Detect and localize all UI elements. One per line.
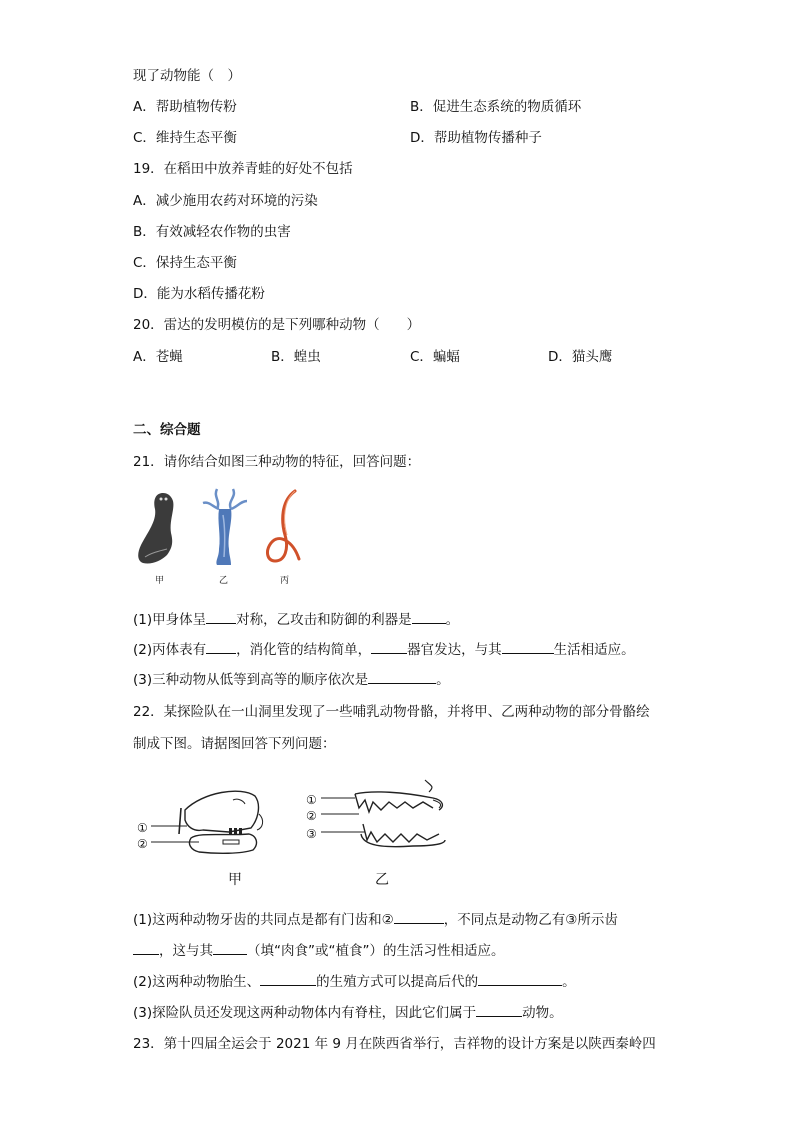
q21-part1	[133, 609, 459, 630]
answer-blank[interactable]	[412, 609, 446, 624]
answer-blank[interactable]	[371, 639, 407, 654]
q22-part3	[133, 1002, 563, 1023]
q21-part3	[133, 669, 450, 690]
fig-label-yi: 乙	[219, 576, 229, 586]
answer-blank[interactable]	[394, 909, 444, 924]
answer-blank[interactable]	[476, 1002, 522, 1017]
q22-p2-text-b: 的生殖方式可以提高后代的	[316, 974, 479, 990]
answer-blank[interactable]	[206, 639, 236, 654]
q18-option-d: D．帮助植物传播种子	[410, 130, 542, 146]
q21-p2-text-c: 器官发达，与其	[407, 642, 502, 658]
fig-b-mark-2: ②	[306, 809, 317, 823]
answer-blank[interactable]	[206, 609, 236, 624]
q22-p3-text-a: (3)探险队员还发现这两种动物体内有脊柱，因此它们属于	[133, 1005, 477, 1021]
answer-blank[interactable]	[502, 639, 554, 654]
q22-p2-text-a: (2)这两种动物胎生、	[133, 974, 261, 990]
q18-option-b: B．促进生态系统的物质循环	[410, 99, 582, 115]
q21-animals-figure	[133, 487, 313, 587]
q21-stem: 21．请你结合如图三种动物的特征，回答问题：	[133, 454, 421, 470]
answer-blank[interactable]	[213, 940, 247, 955]
q21-p2-text-d: 生活相适应。	[553, 642, 635, 658]
fig-label-yi: 乙	[375, 872, 389, 888]
q22-part1-line2	[133, 940, 504, 961]
fig-label-jia: 甲	[155, 576, 165, 586]
q20-option-b: B．蝗虫	[271, 349, 321, 365]
q19-option-c: C．保持生态平衡	[133, 255, 237, 271]
q19-option-d: D．能为水稻传播花粉	[133, 286, 265, 302]
skulls-drawing	[133, 774, 463, 894]
q21-p1-text-b: 对称，乙攻击和防御的利器是	[236, 612, 412, 628]
fig-b-mark-1: ①	[306, 793, 317, 807]
q21-p3-text-a: (3)三种动物从低等到高等的顺序依次是	[133, 672, 369, 688]
q21-p2-text-a: (2)丙体表有	[133, 642, 207, 658]
q20-stem: 20．雷达的发明模仿的是下列哪种动物（ ）	[133, 317, 421, 333]
answer-blank[interactable]	[133, 940, 159, 955]
q22-p2-text-c: 。	[562, 974, 576, 990]
planarian-image	[133, 487, 183, 567]
q18-option-c: C．维持生态平衡	[133, 130, 237, 146]
answer-blank[interactable]	[368, 669, 436, 684]
fig-label-jia: 甲	[228, 872, 242, 888]
q19-option-a: A．减少施用农药对环境的污染	[133, 193, 318, 209]
q18-option-a: A．帮助植物传粉	[133, 99, 237, 115]
q21-part2	[133, 639, 635, 660]
q20-option-a: A．苍蝇	[133, 349, 183, 365]
q22-p1-text-b: ，不同点是动物乙有③所示齿	[443, 912, 618, 928]
q22-p1-text-d: （填“肉食”或“植食”）的生活习性相适应。	[247, 943, 505, 959]
hydra-image	[195, 487, 255, 567]
q20-option-c: C．蝙蝠	[410, 349, 460, 365]
fig-a-mark-2: ②	[137, 837, 148, 851]
fig-label-bing: 丙	[280, 576, 290, 586]
q23-stem: 23．第十四届全运会于 2021 年 9 月在陕西省举行，吉祥物的设计方案是以陕西秦岭四	[133, 1036, 656, 1052]
fig-a-mark-1: ①	[137, 821, 148, 835]
q21-p1-text-a: (1)甲身体呈	[133, 612, 207, 628]
q22-skull-figure	[133, 774, 463, 894]
q22-p1-text-c: ，这与其	[159, 943, 213, 959]
answer-blank[interactable]	[260, 971, 316, 986]
q19-stem: 19．在稻田中放养青蛙的好处不包括	[133, 161, 353, 177]
section-heading: 二、综合题	[133, 422, 201, 438]
q21-p2-text-b: ，消化管的结构简单，	[236, 642, 372, 658]
q21-p3-text-b: 。	[436, 672, 450, 688]
q19-option-b: B．有效减轻农作物的虫害	[133, 224, 291, 240]
q21-p1-text-c: 。	[445, 612, 460, 628]
roundworm-image	[259, 487, 309, 567]
q20-option-d: D．猫头鹰	[548, 349, 613, 365]
q22-stem-line2: 制成下图。请据图回答下列问题：	[133, 736, 336, 752]
q18-stem-tail: 现了动物能（ ）	[133, 68, 241, 84]
fig-b-mark-3: ③	[306, 827, 317, 841]
q22-stem-line1: 22．某探险队在一山洞里发现了一些哺乳动物骨骼，并将甲、乙两种动物的部分骨骼绘	[133, 704, 650, 720]
q22-part2	[133, 971, 576, 992]
q22-part1-line1	[133, 909, 618, 930]
answer-blank[interactable]	[478, 971, 562, 986]
q22-p3-text-b: 动物。	[522, 1005, 563, 1021]
q22-p1-text-a: (1)这两种动物牙齿的共同点是都有门齿和②	[133, 912, 394, 928]
